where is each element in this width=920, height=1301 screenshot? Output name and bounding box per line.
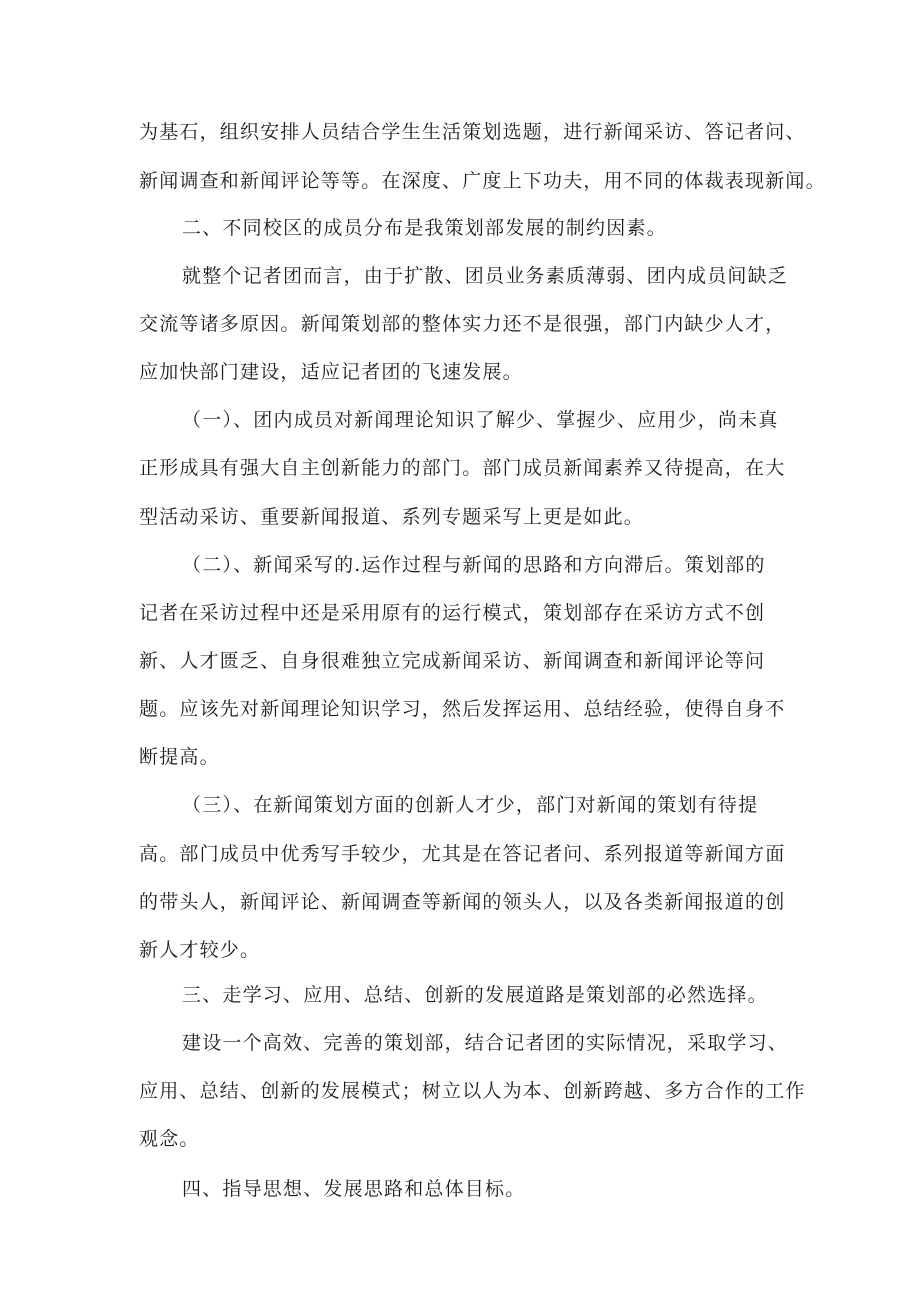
- text-line: 应用、总结、创新的发展模式；树立以人为本、创新跨越、多方合作的工作: [139, 1080, 806, 1102]
- text-line: 新闻调查和新闻评论等等。在深度、广度上下功夫，用不同的体裁表现新闻。: [139, 170, 826, 192]
- text-line: 型活动采访、重要新闻报道、系列专题采写上更是如此。: [139, 506, 645, 528]
- text-line: （三）、在新闻策划方面的创新人才少，部门对新闻的策划有待提: [182, 794, 759, 816]
- text-line: 观念。: [139, 1128, 200, 1150]
- text-line: 新人才较少。: [139, 939, 261, 961]
- text-line: 断提高。: [139, 746, 220, 768]
- text-line: 应加快部门建设，适应记者团的飞速发展。: [139, 361, 523, 383]
- text-line: 为基石，组织安排人员结合学生生活策划选题，进行新闻采访、答记者问、: [139, 121, 806, 143]
- text-line: 建设一个高效、完善的策划部，结合记者团的实际情况，采取学习、: [182, 1032, 789, 1054]
- text-line: 二、不同校区的成员分布是我策划部发展的制约因素。: [182, 217, 667, 239]
- text-line: 正形成具有强大自主创新能力的部门。部门成员新闻素养又待提高，在大: [139, 457, 786, 479]
- text-line: 记者在采访过程中还是采用原有的运行模式，策划部存在采访方式不创: [139, 602, 766, 624]
- text-line: （一）、团内成员对新闻理论知识了解少、掌握少、应用少，尚未真: [182, 409, 779, 431]
- text-line: 高。部门成员中优秀写手较少，尤其是在答记者问、系列报道等新闻方面: [139, 843, 786, 865]
- text-line: 题。应该先对新闻理论知识学习，然后发挥运用、总结经验，使得自身不: [139, 698, 786, 720]
- text-line: 四、指导思想、发展思路和总体目标。: [182, 1178, 526, 1200]
- text-line: 的带头人，新闻评论、新闻调查等新闻的领头人，以及各类新闻报道的创: [139, 891, 786, 913]
- text-line: 就整个记者团而言，由于扩散、团员业务素质薄弱、团内成员间缺乏: [182, 265, 789, 287]
- text-line: （二）、新闻采写的.运作过程与新闻的思路和方向滞后。策划部的: [182, 554, 766, 576]
- text-line: 三、走学习、应用、总结、创新的发展道路是策划部的必然选择。: [182, 984, 768, 1006]
- text-line: 新、人才匮乏、自身很难独立完成新闻采访、新闻调查和新闻评论等问: [139, 650, 766, 672]
- text-line: 交流等诸多原因。新闻策划部的整体实力还不是很强，部门内缺少人才，: [139, 313, 786, 335]
